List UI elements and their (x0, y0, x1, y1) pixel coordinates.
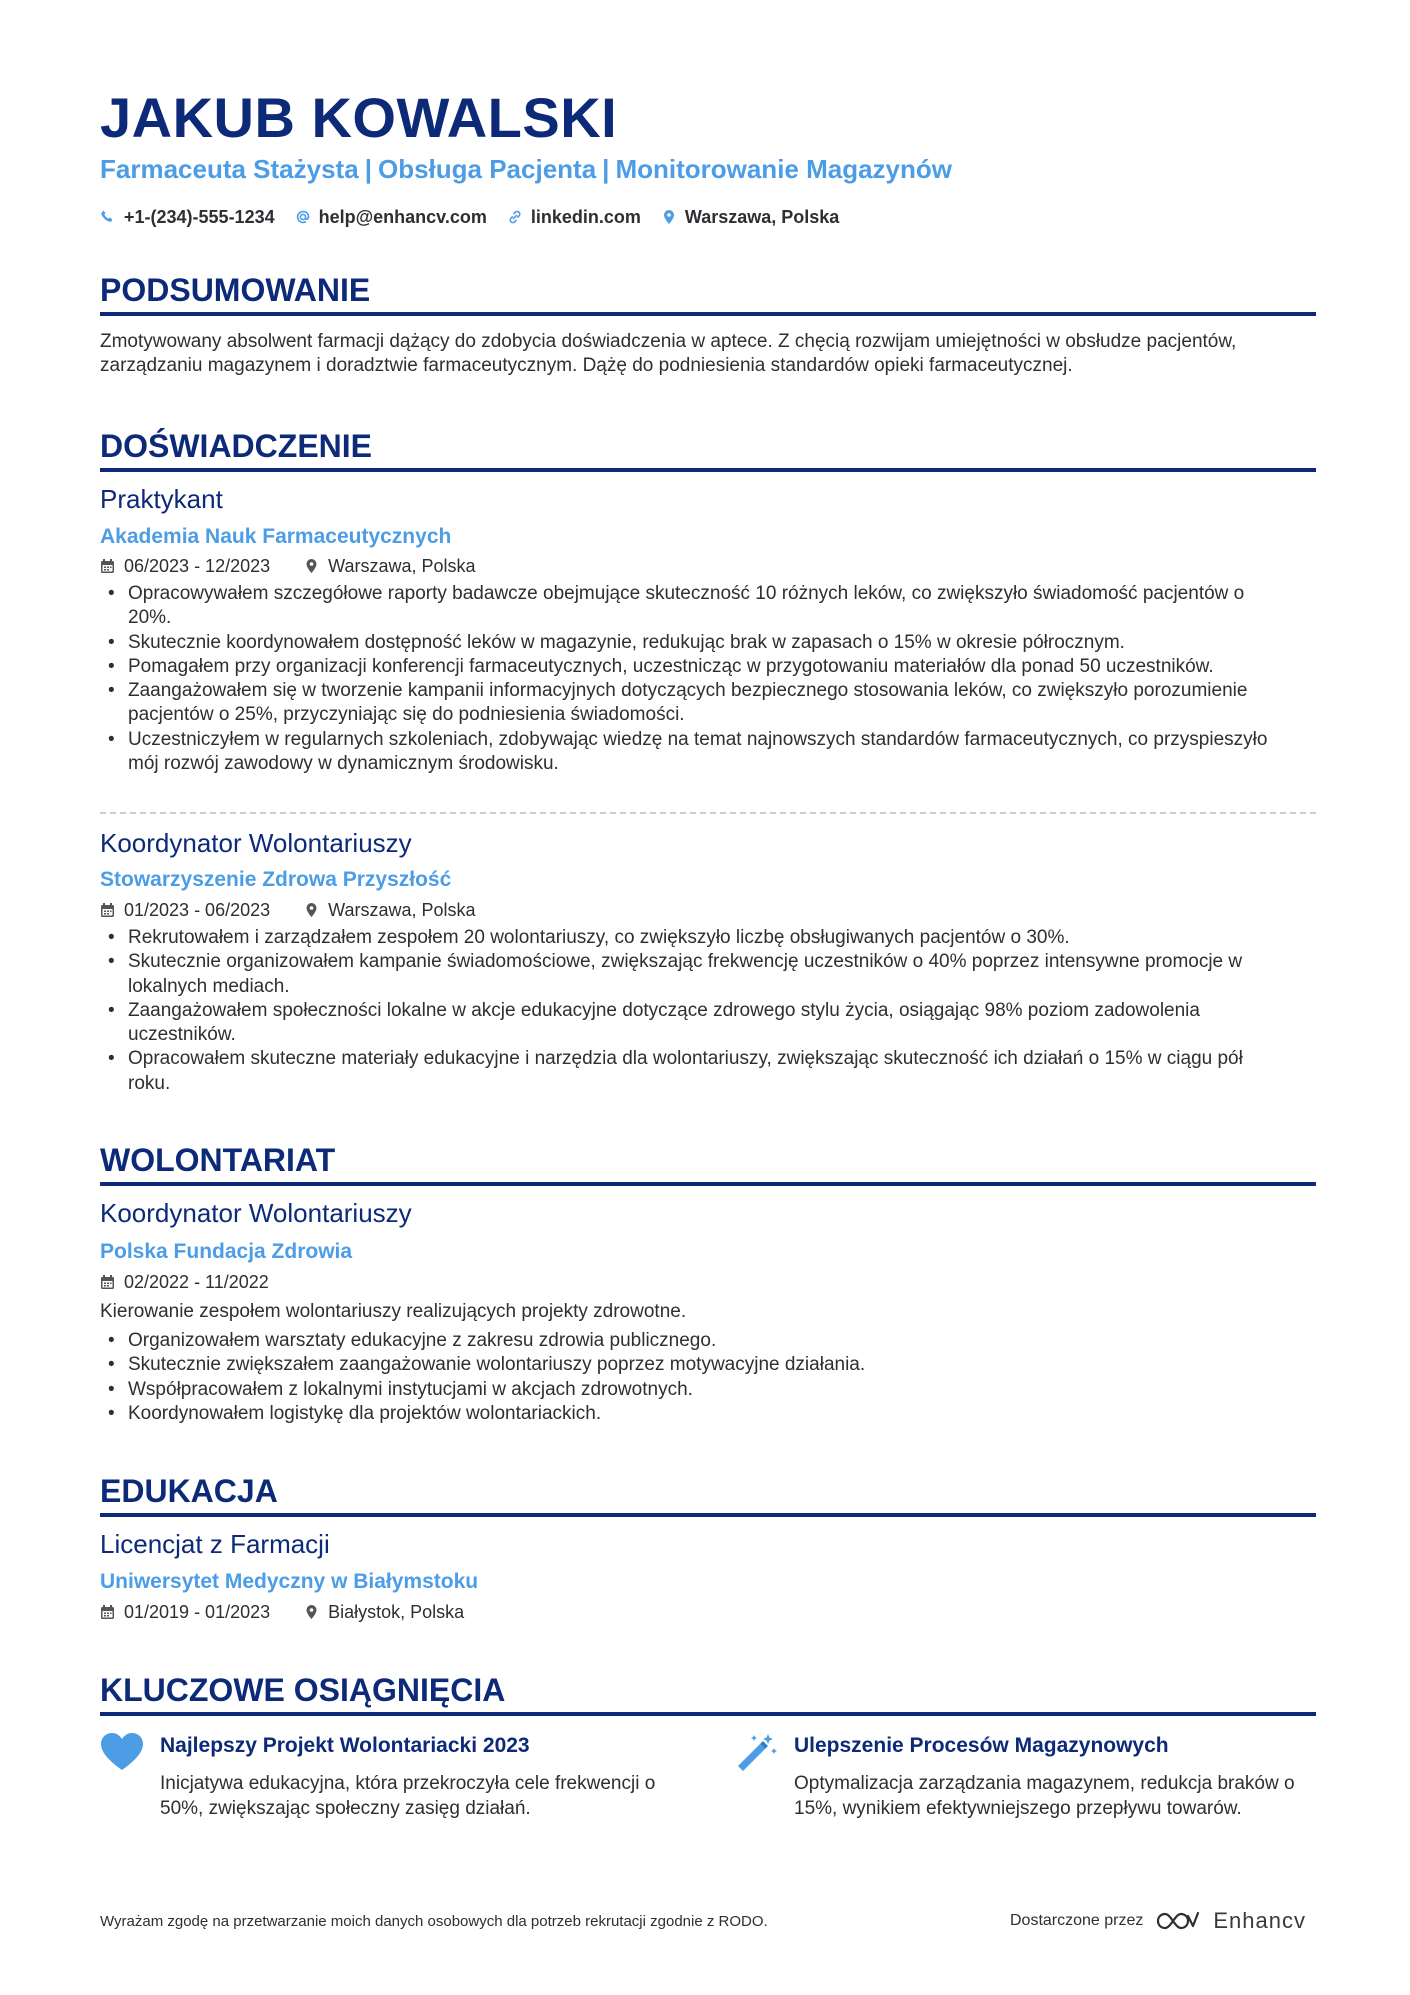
candidate-name: JAKUB KOWALSKI (100, 86, 618, 149)
headline-part: Farmaceuta Stażysta (100, 154, 359, 184)
divider (100, 812, 1316, 814)
job-meta (100, 554, 476, 578)
contact-email[interactable] (295, 204, 487, 230)
job-dates-text: 01/2023 - 06/2023 (124, 900, 271, 920)
map-pin-icon (304, 558, 319, 574)
headline (100, 151, 952, 187)
job-company: Akademia Nauk Farmaceutycznych (100, 525, 452, 548)
achievement-description: Optymalizacja zarządzania magazynem, redukcja braków o 15%, wynikiem efektywniejszego przepływu towarów. (794, 1773, 1295, 1819)
headline-separator: | (364, 154, 372, 184)
education-location-text: Białystok, Polska (328, 1602, 465, 1622)
calendar-icon (100, 1604, 115, 1620)
job-location (304, 554, 475, 578)
job-bullets (100, 926, 1316, 1096)
education-dates-text: 01/2019 - 01/2023 (124, 1602, 271, 1622)
education-meta (100, 1600, 464, 1624)
section-title-achievements: KLUCZOWE OSIĄGNIĘCIA (100, 1670, 1316, 1716)
list-item: • Uczestniczyłem w regularnych szkoleniach, zdobywając wiedzę na temat najnowszych standardów farmaceutycznych, co przyspieszyło mój rozwój zawodowy w dynamicznym środowisku. (100, 728, 1316, 777)
education-degree: Licencjat z Farmacji (100, 1529, 330, 1559)
list-item: • Skutecznie koordynowałem dostępność leków w magazynie, redukując brak w zapasach o 15% w okresie półrocznym. (100, 631, 1316, 655)
calendar-icon (100, 1274, 115, 1290)
volunteer-description: Kierowanie zespołem wolontariuszy realizujących projekty zdrowotne. (100, 1301, 687, 1322)
summary-text: Zmotywowany absolwent farmacji dążący do zdobycia doświadczenia w aptece. Z chęcią rozwijam umiejętności w obsłudze pacjentów, zarządzaniu magazynem i doradztwie farmaceutycznym. Dążę do podniesienia standardów opieki farmaceutycznej. (100, 331, 1237, 376)
job-company: Stowarzyszenie Zdrowa Przyszłość (100, 868, 452, 891)
job-dates (100, 898, 270, 922)
achievement-title: Najlepszy Projekt Wolontariacki 2023 (160, 1734, 530, 1757)
section-title-volunteering: WOLONTARIAT (100, 1140, 1316, 1186)
headline-part: Obsługa Pacjenta (377, 154, 597, 184)
powered-by[interactable] (1010, 1908, 1306, 1934)
link-icon (507, 209, 523, 225)
list-item: • Opracowywałem szczegółowe raporty badawcze obejmujące skuteczność 10 różnych leków, co zwiększyło świadomość pacjentów o 20%. (100, 582, 1316, 631)
list-item: • Skutecznie organizowałem kampanie świadomościowe, zwiększając frekwencję uczestników o 40% poprzez intensywne promocje w lokalnych mediach. (100, 950, 1316, 999)
headline-separator: | (602, 154, 610, 184)
phone-text: +1-(234)-555-1234 (124, 207, 275, 227)
list-item: • Opracowałem skuteczne materiały edukacyjne i narzędzia dla wolontariuszy, zwiększając skuteczność ich działań o 15% w ciągu pół roku. (100, 1047, 1316, 1096)
brand-name: Enhancv (1213, 1908, 1306, 1933)
volunteer-meta (100, 1270, 269, 1294)
job-location-text: Warszawa, Polska (328, 900, 476, 920)
enhancv-logo-icon (1155, 1910, 1201, 1932)
job-location-text: Warszawa, Polska (328, 556, 476, 576)
phone-icon (100, 209, 116, 225)
achievement-title: Ulepszenie Procesów Magazynowych (794, 1734, 1169, 1757)
section-title-summary: PODSUMOWANIE (100, 270, 1316, 316)
contact-phone[interactable] (100, 204, 275, 230)
headline-part: Monitorowanie Magazynów (615, 154, 953, 184)
achievement-description: Inicjatywa edukacyjna, która przekroczyła cele frekwencji o 50%, zwiększając społeczny zasięg działań. (160, 1773, 656, 1819)
powered-by-label: Dostarczone przez (1009, 1912, 1144, 1929)
volunteer-bullets (100, 1329, 1316, 1426)
email-text: help@enhancv.com (318, 207, 487, 227)
list-item: • Koordynowałem logistykę dla projektów wolontariackich. (100, 1402, 1316, 1426)
at-icon (295, 209, 311, 225)
map-pin-icon (661, 209, 677, 225)
job-role: Praktykant (100, 484, 223, 514)
magic-wand-icon (734, 1732, 778, 1772)
job-dates-text: 06/2023 - 12/2023 (124, 556, 271, 576)
section-title-education: EDUKACJA (100, 1471, 1316, 1517)
map-pin-icon (304, 902, 319, 918)
education-dates (100, 1600, 270, 1624)
volunteer-role: Koordynator Wolontariuszy (100, 1198, 412, 1228)
list-item: • Rekrutowałem i zarządzałem zespołem 20 wolontariuszy, co zwiększyło liczbę obsługiwanych pacjentów o 30%. (100, 926, 1316, 950)
volunteer-organization: Polska Fundacja Zdrowia (100, 1240, 353, 1263)
job-meta (100, 898, 476, 922)
map-pin-icon (304, 1604, 319, 1620)
contact-linkedin[interactable] (507, 204, 641, 230)
job-role: Koordynator Wolontariuszy (100, 828, 412, 858)
job-location (304, 898, 475, 922)
list-item: • Pomagałem przy organizacji konferencji farmaceutycznych, uczestnicząc w przygotowaniu materiałów dla ponad 50 uczestników. (100, 655, 1316, 679)
section-title-experience: DOŚWIADCZENIE (100, 426, 1316, 472)
heart-icon (100, 1732, 144, 1772)
job-dates (100, 554, 270, 578)
contact-location (661, 204, 839, 230)
list-item: • Zaangażowałem się w tworzenie kampanii informacyjnych dotyczących bezpiecznego stosowania leków, co zwiększyło porozumienie pacjentów o 25%, przyczyniając się do podniesienia świadomości. (100, 679, 1316, 728)
contact-bar (100, 204, 839, 230)
list-item: • Skutecznie zwiększałem zaangażowanie wolontariuszy poprzez motywacyjne działania. (100, 1353, 1316, 1377)
list-item: • Zaangażowałem społeczności lokalne w akcje edukacyjne dotyczące zdrowego stylu życia, osiągając 98% poziom zadowolenia uczestników. (100, 999, 1316, 1048)
volunteer-dates (100, 1270, 269, 1294)
calendar-icon (100, 902, 115, 918)
volunteer-dates-text: 02/2022 - 11/2022 (124, 1272, 269, 1292)
list-item: • Organizowałem warsztaty edukacyjne z zakresu zdrowia publicznego. (100, 1329, 1316, 1353)
job-bullets (100, 582, 1316, 776)
education-location (304, 1600, 464, 1624)
education-school: Uniwersytet Medyczny w Białymstoku (100, 1570, 479, 1593)
gdpr-consent: Wyrażam zgodę na przetwarzanie moich danych osobowych dla potrzeb rekrutacji zgodnie z RODO. (100, 1913, 768, 1930)
linkedin-text: linkedin.com (530, 207, 641, 227)
list-item: • Współpracowałem z lokalnymi instytucjami w akcjach zdrowotnych. (100, 1378, 1316, 1402)
calendar-icon (100, 558, 115, 574)
location-text: Warszawa, Polska (684, 207, 840, 227)
